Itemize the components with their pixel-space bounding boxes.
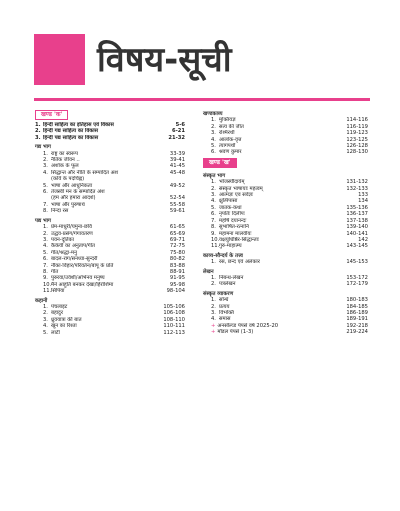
entry-title: भोजस्यौदार्यम्: [219, 179, 245, 186]
entry-title: महर्षि दयानन्दः: [219, 217, 247, 224]
entry-pages: 134: [358, 198, 368, 205]
entry-title: (कवि के पदचिह्न): [51, 176, 85, 183]
entry-title: गीत: [51, 268, 59, 275]
entry-title: महामना मालवीयः: [219, 230, 252, 237]
entry-title: जातक-कथा: [219, 204, 242, 211]
entry-title: गीत/श्रद्धा-मनु: [51, 249, 77, 256]
entry-title: अशोक के फूल: [51, 163, 79, 170]
entry-number: 7.: [43, 201, 48, 208]
entry-pages: 112-113: [163, 329, 185, 336]
entry-title: नौका-विहार/परिवर्तन/बापू के प्रति: [51, 262, 114, 269]
entry-number: 2.: [43, 310, 48, 317]
entry-number: 9.: [211, 230, 216, 237]
entry-number: 3.: [35, 134, 41, 141]
entry-pages: 21-32: [168, 134, 185, 141]
entry-title: मुक्तियज्ञ: [219, 117, 236, 124]
entry-title: उद्धव-प्रसंग/गंगावतरण: [51, 230, 93, 237]
entry-pages: 126-128: [346, 143, 368, 150]
entry-title: सत्य की जीत: [219, 123, 244, 130]
entry-pages: 145-153: [346, 259, 368, 266]
vyakaran-list: [203, 297, 368, 323]
toc-entry: [35, 330, 185, 336]
entry-title: पवन-दूतिका: [51, 236, 74, 243]
entry-pages: 49-52: [169, 182, 185, 189]
left-column: [35, 108, 185, 336]
entry-pages: 192-218: [346, 322, 368, 329]
entry-pages: 72-75: [169, 243, 185, 250]
entry-title: भाषा और पुरुषार्थ: [51, 201, 85, 208]
main-list: [35, 122, 185, 141]
sanskrit-list: [203, 179, 368, 249]
entry-title: प्रत्यय: [219, 303, 230, 310]
entry-title: गुरु-माहात्म्य: [219, 243, 242, 250]
entry-number: 3.: [211, 192, 216, 199]
entry-title: पुरुरवा/उर्वशी/अभिनव मनुष्य: [51, 275, 105, 282]
entry-pages: 186-189: [346, 309, 368, 316]
entry-title: (हम और हमारा आदर्श): [51, 195, 96, 202]
entry-number: 2.: [211, 281, 216, 288]
entry-number: 6.: [211, 211, 216, 218]
plus-icon: +: [211, 322, 216, 329]
entry-number: 2.: [35, 128, 41, 135]
entry-pages: 180-183: [346, 297, 368, 304]
entry-number: 4.: [43, 169, 48, 176]
entry-pages: 137-138: [346, 217, 368, 224]
entry-number: 1.: [211, 117, 216, 124]
kavya-list: [203, 259, 368, 265]
entry-number: 1.: [43, 303, 48, 310]
entry-title: राष्ट्र का स्वरूप: [51, 150, 78, 157]
entry-title: हिन्दी गद्य साहित्य का विकास: [43, 128, 99, 135]
entry-pages: 184-185: [346, 303, 368, 310]
entry-pages: 116-119: [346, 123, 368, 130]
entry-pages: 69-71: [169, 236, 185, 243]
entry-number: 10.: [211, 236, 220, 243]
entry-number: 3.: [43, 316, 48, 323]
entry-pages: 45-48: [169, 169, 185, 176]
sanskrit-heading: संस्कृत भाग: [203, 172, 226, 179]
entry-title: सिपिया: [51, 288, 65, 295]
entry-title: हिन्दी पद्य साहित्य का विकास: [43, 134, 99, 141]
extra-list: [203, 323, 368, 336]
entry-pages: 128-130: [346, 149, 368, 156]
entry-title: निन्दा रस: [51, 208, 69, 215]
entry-number: 8.: [211, 224, 216, 231]
entry-number: 6.: [211, 149, 216, 156]
entry-number: 6.: [43, 189, 48, 196]
entry-number: 4.: [43, 323, 48, 330]
entry-pages: 65-69: [169, 230, 185, 237]
entry-number: 1.: [211, 297, 216, 304]
entry-pages: 6-21: [172, 128, 185, 135]
toc-entry: [35, 288, 185, 294]
entry-pages: 132-133: [346, 185, 368, 192]
entry-number: 2.: [211, 303, 216, 310]
entry-number: 4.: [43, 243, 48, 250]
entry-title: लाटी: [51, 329, 60, 336]
toc-entry: [203, 243, 368, 249]
padya-list: [35, 224, 185, 294]
gadya-list: [35, 151, 185, 215]
entry-pages: 91-95: [169, 275, 185, 282]
entry-title: संस्कृत भाषायाः महत्वम्: [219, 185, 263, 192]
title-underline: [34, 98, 370, 101]
entry-pages: 33-39: [169, 150, 185, 157]
entry-number: 1.: [35, 122, 41, 128]
lekhan-heading: लेखन: [203, 268, 214, 275]
entry-title: रस, छन्द एवं अलंकार: [219, 259, 260, 266]
entry-title: प्रेम-माधुरी/यमुना-छवि: [51, 224, 92, 231]
entry-number: 1.: [211, 274, 216, 281]
entry-pages: 142: [358, 236, 368, 243]
toc-entry: [203, 149, 368, 155]
entry-number: 2.: [43, 157, 48, 164]
entry-number: 4.: [211, 136, 216, 143]
entry-pages: 219-224: [346, 329, 368, 336]
entry-title: रश्मिरथी: [219, 130, 235, 137]
entry-number: 5.: [43, 329, 48, 336]
entry-number: 5.: [43, 249, 48, 256]
entry-title: बादल-राग/सनध्या-सुन्दरी: [51, 256, 98, 263]
entry-pages: 95-98: [169, 281, 185, 288]
entry-title: कैकेयी का अनुताप/गीत: [51, 243, 96, 250]
entry-pages: 139-140: [346, 224, 368, 231]
entry-title: भाषा और आधुनिकता: [51, 182, 93, 189]
entry-pages: 136-137: [346, 211, 368, 218]
entry-number: 9.: [43, 275, 48, 282]
entry-number: 6.: [43, 256, 48, 263]
entry-title: श्रवण कुमार: [219, 149, 242, 156]
entry-number: 3.: [43, 163, 48, 170]
entry-title: सुभाषित-रत्नानि: [219, 224, 249, 231]
entry-number: 2.: [211, 185, 216, 192]
entry-title: पंचलाइट: [51, 303, 68, 310]
entry-number: 1.: [211, 259, 216, 266]
toc-entry: [203, 259, 368, 265]
entry-pages: 131-132: [346, 179, 368, 186]
entry-pages: 61-65: [169, 224, 185, 231]
padya-heading: पद्य भाग: [35, 217, 51, 224]
entry-pages: 80-82: [169, 256, 185, 263]
entry-pages: 98-104: [166, 288, 185, 295]
entry-pages: 83-88: [169, 262, 185, 269]
vyakaran-heading: संस्कृत व्याकरण: [203, 290, 234, 297]
entry-pages: 108-110: [163, 316, 185, 323]
entry-title: सिद्धान्त और नीति के सम्पादित अंश: [51, 169, 119, 176]
khandkavya-heading: खण्डकाव्य: [203, 111, 223, 117]
plus-icon: +: [211, 329, 216, 336]
entry-title: ध्रुवयात्रा की बात: [51, 316, 82, 323]
entry-title: मैंने आहुति बनकर देखा/हिरोशिमा: [51, 281, 114, 288]
entry-title: हिन्दी साहित्य का इतिहास एवं विकास: [43, 122, 114, 128]
entry-title: आत्मज्ञः एव सर्वज्ञः: [219, 192, 254, 199]
entry-number: 8.: [43, 268, 48, 275]
entry-number: 3.: [211, 309, 216, 316]
decorative-pink-square: [34, 34, 85, 85]
entry-pages: 106-108: [163, 310, 185, 317]
entry-number: 1.: [211, 179, 216, 186]
entry-title: नृपतिः दिलीपः: [219, 211, 245, 218]
entry-title: निबन्ध-लेखन: [219, 274, 244, 281]
entry-pages: 172-179: [346, 281, 368, 288]
entry-pages: 119-123: [346, 130, 368, 137]
entry-number: 1.: [43, 224, 48, 231]
right-column: [203, 108, 368, 336]
entry-title: खून का रिश्ता: [51, 323, 77, 330]
entry-pages: 110-111: [163, 323, 185, 330]
entry-title: क्षुत्पिपासा: [219, 198, 238, 205]
entry-title: पत्रलेखन: [219, 281, 236, 288]
kahani-list: [35, 304, 185, 336]
khandkavya-list: [203, 117, 368, 155]
entry-pages: 105-106: [163, 303, 185, 310]
entry-number: 3.: [211, 130, 216, 137]
entry-number: 7.: [211, 217, 216, 224]
entry-number: 5.: [43, 182, 48, 189]
entry-pages: 143-145: [346, 243, 368, 250]
entry-title: सन्धि: [219, 297, 229, 304]
entry-pages: 114-116: [346, 117, 368, 124]
entry-title: आलोक-वृत्त: [219, 136, 242, 143]
entry-pages: 123-125: [346, 136, 368, 143]
entry-number: 2.: [211, 123, 216, 130]
entry-title: तेजस्वी मन के सम्पादित अंश: [51, 189, 105, 196]
toc-entry: [35, 135, 185, 141]
entry-pages: 41-45: [169, 163, 185, 170]
gadya-heading: गद्य भाग: [35, 144, 51, 151]
kahani-heading: कहानी: [35, 297, 48, 304]
entry-title: समास: [219, 316, 231, 323]
entry-number: 8.: [43, 208, 48, 215]
entry-pages: 88-91: [169, 268, 185, 275]
entry-pages: 140-141: [346, 230, 368, 237]
entry-title: मॉडल पेपर्स (1-3): [217, 329, 254, 336]
page-title: विषय-सूची: [97, 40, 232, 80]
entry-pages: 5-6: [175, 122, 185, 128]
section-badge-ka: खण्ड 'क': [35, 110, 68, 120]
entry-number: 5.: [211, 143, 216, 150]
entry-title: नैतिक जीवन ..: [51, 157, 80, 164]
entry-number: 10.: [43, 281, 52, 288]
entry-pages: 153-172: [346, 274, 368, 281]
entry-number: 5.: [211, 204, 216, 211]
entry-pages: 135-136: [346, 204, 368, 211]
entry-number: 4.: [211, 316, 216, 323]
entry-number: 4.: [211, 198, 216, 205]
entry-pages: 133: [358, 192, 368, 199]
entry-number: 7.: [43, 262, 48, 269]
entry-title: विभक्ति: [219, 309, 234, 316]
entry-number: 11.: [43, 288, 52, 295]
toc-entry: [203, 281, 368, 287]
section-badge-kha: खण्ड 'ख': [203, 158, 237, 168]
toc-entry: [35, 208, 185, 214]
entry-number: 2.: [43, 230, 48, 237]
entry-title: त्यागपथी: [219, 143, 236, 150]
entry-number: 11.: [211, 243, 220, 250]
entry-title: यक्षयुधिष्ठिर-सिद्धान्ताः: [219, 236, 259, 243]
entry-pages: 52-54: [169, 195, 185, 202]
entry-pages: 75-80: [169, 249, 185, 256]
entry-pages: 39-41: [169, 157, 185, 164]
entry-number: 3.: [43, 236, 48, 243]
entry-pages: 59-61: [169, 208, 185, 215]
entry-title: बहादुर: [51, 310, 63, 317]
entry-title: अनसॉल्व्ड पेपर्स वर्ष 2025-20: [217, 322, 279, 329]
entry-number: 1.: [43, 150, 48, 157]
toc-entry: [203, 329, 368, 335]
lekhan-list: [203, 275, 368, 288]
entry-pages: 55-58: [169, 201, 185, 208]
kavya-heading: काव्य-सौन्दर्य के तत्त्व: [203, 252, 243, 259]
entry-pages: 189-191: [346, 316, 368, 323]
